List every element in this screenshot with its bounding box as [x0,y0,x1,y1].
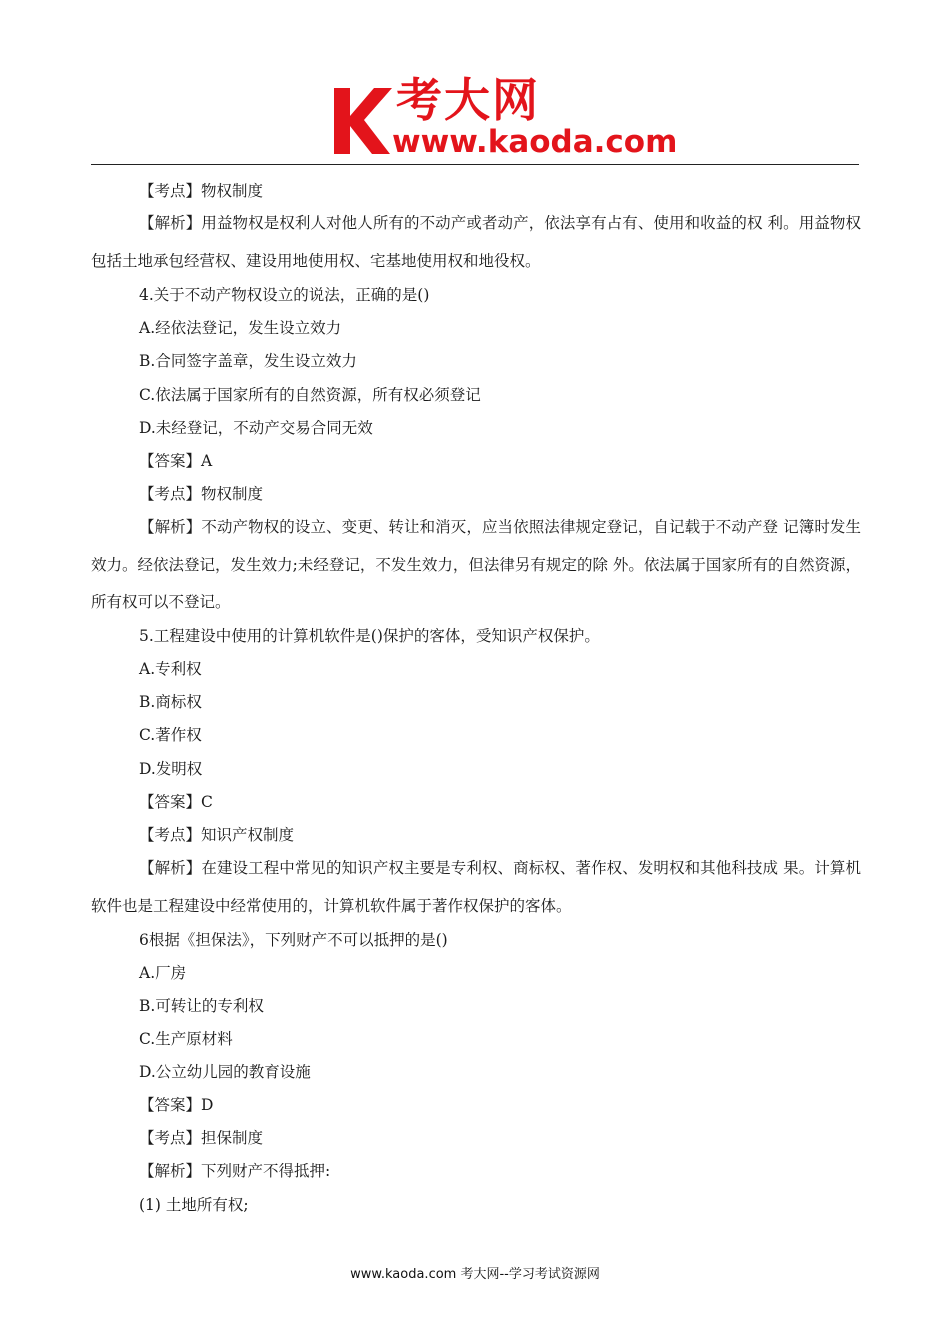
topic-line: 【考点】知识产权制度 [139,826,295,844]
option-b: B.合同签字盖章，发生设立效力 [139,352,357,370]
option-c: C.著作权 [139,726,202,744]
question-5: 5.工程建设中使用的计算机软件是()保护的客体，受知识产权保护。 [139,627,600,645]
option-b: B.可转让的专利权 [139,997,264,1015]
analysis-paragraph: 【解析】不动产物权的设立、变更、转让和消灭，应当依照法律规定登记，自记载于不动产登 记簿时发生效力。经依法登记，发生效力;未经登记，不发生效力，但法律另有规定的除 外。依法属于国家所有的自然资源，所有权可以不登记。 [91,518,861,611]
question-4: 4.关于不动产物权设立的说法，正确的是() [139,286,430,304]
kaoda-logo-icon [330,82,400,158]
page-header [0,70,950,165]
site-name: 考大网 [396,73,540,127]
option-c: C.生产原材料 [139,1030,233,1048]
option-d: D.发明权 [139,760,203,778]
analysis-paragraph: 【解析】在建设工程中常见的知识产权主要是专利权、商标权、著作权、发明权和其他科技成 果。计算机软件也是工程建设中经常使用的，计算机软件属于著作权保护的客体。 [91,859,861,915]
topic-line: 【考点】物权制度 [139,182,264,200]
answer-line: 【答案】C [139,793,213,811]
analysis-line: 【解析】下列财产不得抵押: [139,1162,331,1180]
page-footer[interactable]: www.kaoda.com 考大网--学习考试资源网 [350,1267,600,1282]
answer-line: 【答案】D [139,1096,214,1114]
option-a: A.专利权 [139,660,202,678]
topic-line: 【考点】担保制度 [139,1129,264,1147]
topic-line: 【考点】物权制度 [139,485,264,503]
answer-line: 【答案】A [139,452,213,470]
option-c: C.依法属于国家所有的自然资源，所有权必须登记 [139,386,481,404]
option-d: D.公立幼儿园的教育设施 [139,1063,311,1081]
site-url[interactable]: www.kaoda.com [392,124,678,160]
analysis-paragraph: 【解析】用益物权是权利人对他人所有的不动产或者动产，依法享有占有、使用和收益的权 利。用益物权包括土地承包经营权、建设用地使用权、宅基地使用权和地役权。 [91,214,861,270]
option-b: B.商标权 [139,693,202,711]
header-divider [91,164,859,165]
option-a: A.厂房 [139,964,187,982]
option-a: A.经依法登记，发生设立效力 [139,319,342,337]
option-d: D.未经登记，不动产交易合同无效 [139,419,373,437]
question-6: 6根据《担保法》，下列财产不可以抵押的是() [139,931,448,949]
list-item: (1) 土地所有权; [139,1196,249,1214]
